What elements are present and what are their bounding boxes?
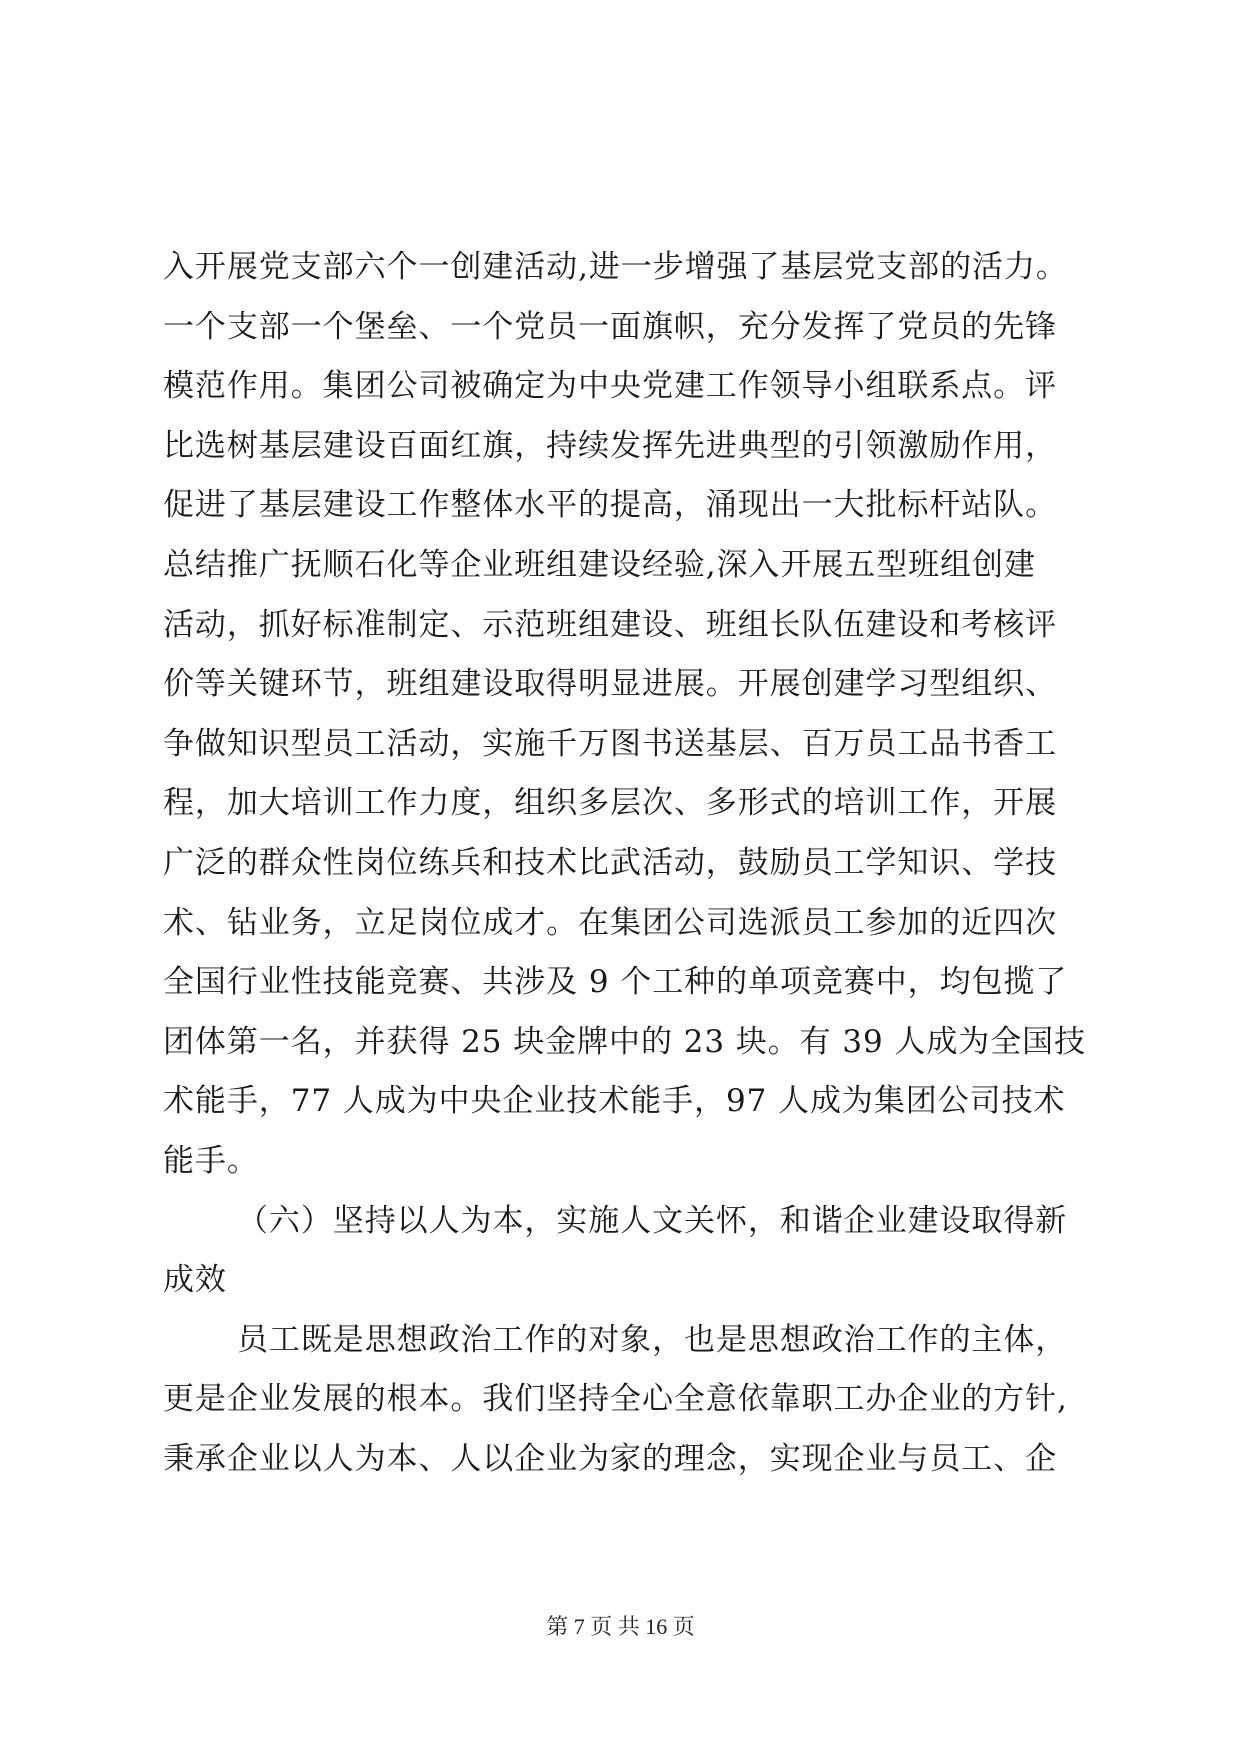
text-line: 入开展党支部六个一创建活动,进一步增强了基层党支部的活力。 bbox=[163, 249, 1068, 285]
text-line: 比选树基层建设百面红旗，持续发挥先进典型的引领激励作用， bbox=[163, 427, 1058, 464]
text-line: 一个支部一个堡垒、一个党员一面旗帜，充分发挥了党员的先锋 bbox=[163, 308, 1058, 345]
text-line: 术能手，77 人成为中央企业技术能手，97 人成为集团公司技术 bbox=[163, 1083, 1066, 1120]
text-line: 员工既是思想政治工作的对象，也是思想政治工作的主体， bbox=[237, 1321, 1068, 1358]
section-heading-line: （六）坚持以人为本，实施人文关怀，和谐企业建设取得新 bbox=[237, 1202, 1068, 1239]
text-line: 总结推广抚顺石化等企业班组建设经验,深入开展五型班组创建 bbox=[163, 546, 1036, 583]
text-line: 更是企业发展的根本。我们坚持全心全意依靠职工办企业的方针, bbox=[163, 1381, 1068, 1418]
text-line: 价等关键环节，班组建设取得明显进展。开展创建学习型组织、 bbox=[163, 666, 1058, 703]
page-number-footer: 第 7 页 共 16 页 bbox=[546, 1614, 695, 1639]
text-line: 促进了基层建设工作整体水平的提高，涌现出一大批标杆站队。 bbox=[163, 487, 1058, 524]
text-line: 活动，抓好标准制定、示范班组建设、班组长队伍建设和考核评 bbox=[163, 606, 1058, 643]
section-heading-line: 成效 bbox=[163, 1262, 227, 1299]
text-line: 全国行业性技能竞赛、共涉及 9 个工种的单项竞赛中，均包揽了 bbox=[163, 964, 1068, 1001]
text-line: 争做知识型员工活动，实施千万图书送基层、百万员工品书香工 bbox=[163, 725, 1058, 762]
text-line: 模范作用。集团公司被确定为中央党建工作领导小组联系点。评 bbox=[163, 368, 1058, 405]
text-line: 秉承企业以人为本、人以企业为家的理念，实现企业与员工、企 bbox=[163, 1440, 1058, 1477]
text-line: 术、钻业务，立足岗位成才。在集团公司选派员工参加的近四次 bbox=[163, 904, 1058, 941]
text-line: 团体第一名，并获得 25 块金牌中的 23 块。有 39 人成为全国技 bbox=[163, 1023, 1087, 1060]
text-line: 能手。 bbox=[163, 1142, 259, 1179]
text-line: 广泛的群众性岗位练兵和技术比武活动，鼓励员工学知识、学技 bbox=[163, 844, 1058, 881]
document-body bbox=[163, 238, 1087, 1489]
text-line: 程，加大培训工作力度，组织多层次、多形式的培训工作，开展 bbox=[163, 785, 1058, 822]
